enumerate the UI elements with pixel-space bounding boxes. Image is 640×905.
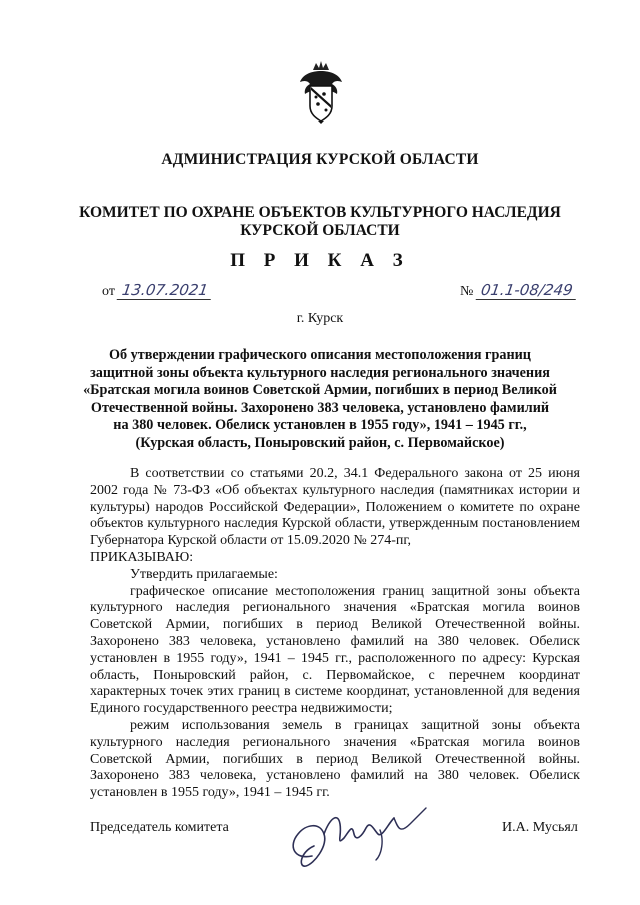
date-line [102,281,212,300]
document-title [0,347,640,452]
committee-heading-line1: КОМИТЕТ ПО ОХРАНЕ ОБЪЕКТОВ КУЛЬТУРНОГО НАСЛЕДИЯ [79,204,561,221]
administration-heading: АДМИНИСТРАЦИЯ КУРСКОЙ ОБЛАСТИ [161,151,479,168]
title-line: на 380 человек. Обелиск установлен в 1955 году», 1941 – 1945 гг., [113,417,527,433]
city: г. Курск [296,311,344,326]
document-body [90,466,580,802]
body-paragraph: графическое описание местоположения границ защитной зоны объекта культурного наследия регионального значения «Братская могила воинов Советской Армии, погибших в период Великой Отечественной войны. Захоронено 383 человека, установлено фамилий на 380 человек. Обелиск установлен в 1955 году», 1941 – 1945 гг., расположенного по адресу: Курская область, Поныровский район, с. Первомайское, с перечнем координат характерных точек этих границ в системе координат, установленной для ведения Единого государственного реестра недвижимости; [90,583,580,717]
date-value: 13.07.2021 [117,281,214,300]
body-paragraph: В соответствии со статьями 20.2, 34.1 Федерального закона от 25 июня 2002 года № 73-ФЗ «Об объектах культурного наследия (памятниках истории и культуры) народов Российской Федерации», Положением о комитете по охране объектов культурного наследия Курской области, утвержденным постановлением Губернатора Курской области от 15.09.2020 № 274-пг, [90,466,580,549]
body-paragraph: режим использования земель в границах защитной зоны объекта культурного наследия регионального значения «Братская могила воинов Советской Армии, погибших в период Великой Отечественной войны. Захоронено 383 человека, установлено фамилий на 380 человек. Обелиск установлен в 1955 году», 1941 – 1945 гг. [90,717,580,801]
order-word: ПРИКАЗЫВАЮ: [90,549,194,565]
committee-heading-line2: КУРСКОЙ ОБЛАСТИ [240,222,400,239]
title-line: «Братская могила воинов Советской Армии, погибших в период Великой [83,382,557,398]
title-line: Отечественной войны. Захоронено 383 человека, установлено фамилий [90,399,550,416]
number-value: 01.1-08/249 [476,281,578,300]
body-paragraph: Утвердить прилагаемые: [130,566,278,582]
date-prefix: от [102,284,115,299]
title-line: защитной зоны объекта культурного наследия регионального значения [90,364,550,381]
title-line: Об утверждении графического описания местоположения границ [108,347,531,363]
number-prefix: № [460,284,474,299]
signatory-role: Председатель комитета [90,820,229,835]
title-line: (Курская область, Поныровский район, с. Первомайское) [135,434,505,451]
committee-heading [0,204,640,240]
signatory-name: И.А. Мусьял [502,820,578,835]
number-line [460,281,576,300]
coat-of-arms-icon [298,60,344,124]
document-type: П Р И К А З [230,250,410,271]
handwritten-signature [284,794,434,882]
